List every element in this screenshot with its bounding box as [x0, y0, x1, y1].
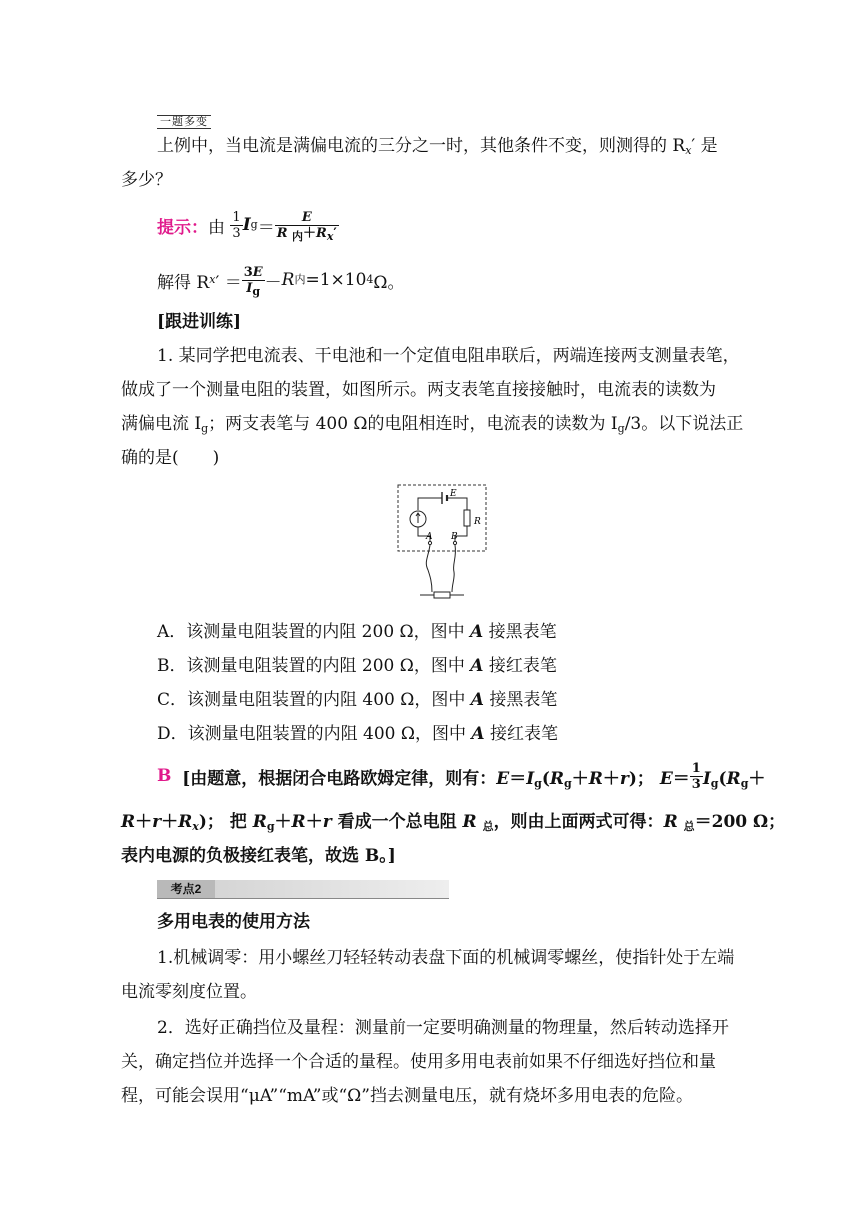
variation-question-line2: 多少？ — [121, 170, 172, 190]
q1-line4: 确的是( ) — [121, 448, 220, 468]
option-A: A．该测量电阻装置的内阻 200 Ω，图中 A 接黑表笔 — [157, 622, 557, 642]
resistor-icon — [464, 510, 470, 526]
q1-line3: 满偏电流 $I_g$；两支表笔与 400 Ω的电阻相连时，电流表的读数为 $I_g/3$。以下说法正 — [121, 414, 744, 435]
section-tag: 考点2 — [157, 880, 215, 898]
p2-line2: 关，确定挡位并选择一个合适的量程。使用多用电表前如果不仔细选好挡位和量 — [121, 1052, 716, 1072]
test-resistor-icon — [434, 592, 450, 598]
variation-question-line1: 上例中，当电流是满偏电流的三分之一时，其他条件不变，则测得的 $R_x'$ 是 — [157, 136, 718, 157]
answer-line2: $R+r+R_x$)； 把 $R_g+R+r$ 看成一个总电阻 R $_总$，则由上面两式可得：R $_总$＝200 Ω； — [121, 812, 786, 833]
q1-line1: 1. 某同学把电流表、干电池和一个定值电阻串联后，两端连接两支测量表笔， — [157, 346, 740, 366]
label-B: B — [451, 532, 458, 542]
label-R: R — [474, 517, 481, 527]
option-B: B．该测量电阻装置的内阻 200 Ω，图中 A 接红表笔 — [157, 656, 557, 676]
probe-lead-A — [426, 545, 432, 592]
variation-tag: 一题多变 — [157, 110, 211, 130]
p2-line3: 程，可能会误用“μA”“mA”或“Ω”挡去测量电压，就有烧坏多用电表的危险。 — [121, 1086, 693, 1106]
solve-formula: 解得 R x ′ ＝ $\frac{3E}{I_g}$ － R 内 =1×10 4 Ω。 — [157, 264, 405, 298]
circuit-diagram — [392, 480, 492, 602]
answer-letter: B — [157, 766, 172, 786]
section-title: 多用电表的使用方法 — [157, 912, 310, 931]
probe-lead-B — [452, 545, 455, 592]
p2-line1: 2．选好正确挡位及量程：测量前一定要明确测量的物理量，然后转动选择开 — [157, 1018, 729, 1038]
p1-line2: 电流零刻度位置。 — [121, 982, 257, 1002]
answer-line1: B [由题意，根据闭合电路欧姆定律，则有： $E=I_g(R_g+R+r)$； E＝ $\frac{1}{3}$ $I_g(R_g+$ — [157, 760, 766, 792]
option-C: C．该测量电阻装置的内阻 400 Ω，图中 A 接黑表笔 — [157, 690, 558, 710]
label-E: E — [450, 489, 457, 499]
answer-line3: 表内电源的负极接红表笔，故选 B。] — [121, 846, 396, 866]
hint-formula: 提示： 由 $\frac{1}{3}$ I g ＝ $\frac{E}{R _内+R_x'}$ — [157, 209, 337, 243]
option-D: D．该测量电阻装置的内阻 400 Ω，图中 A 接红表笔 — [157, 724, 559, 744]
practice-heading: [跟进训练] — [157, 312, 242, 332]
p1-line1: 1.机械调零：用小螺丝刀轻轻转动表盘下面的机械调零螺丝，使指针处于左端 — [157, 948, 735, 968]
label-A: A — [426, 532, 433, 542]
q1-line2: 做成了一个测量电阻的装置，如图所示。两支表笔直接接触时，电流表的读数为 — [121, 380, 716, 400]
